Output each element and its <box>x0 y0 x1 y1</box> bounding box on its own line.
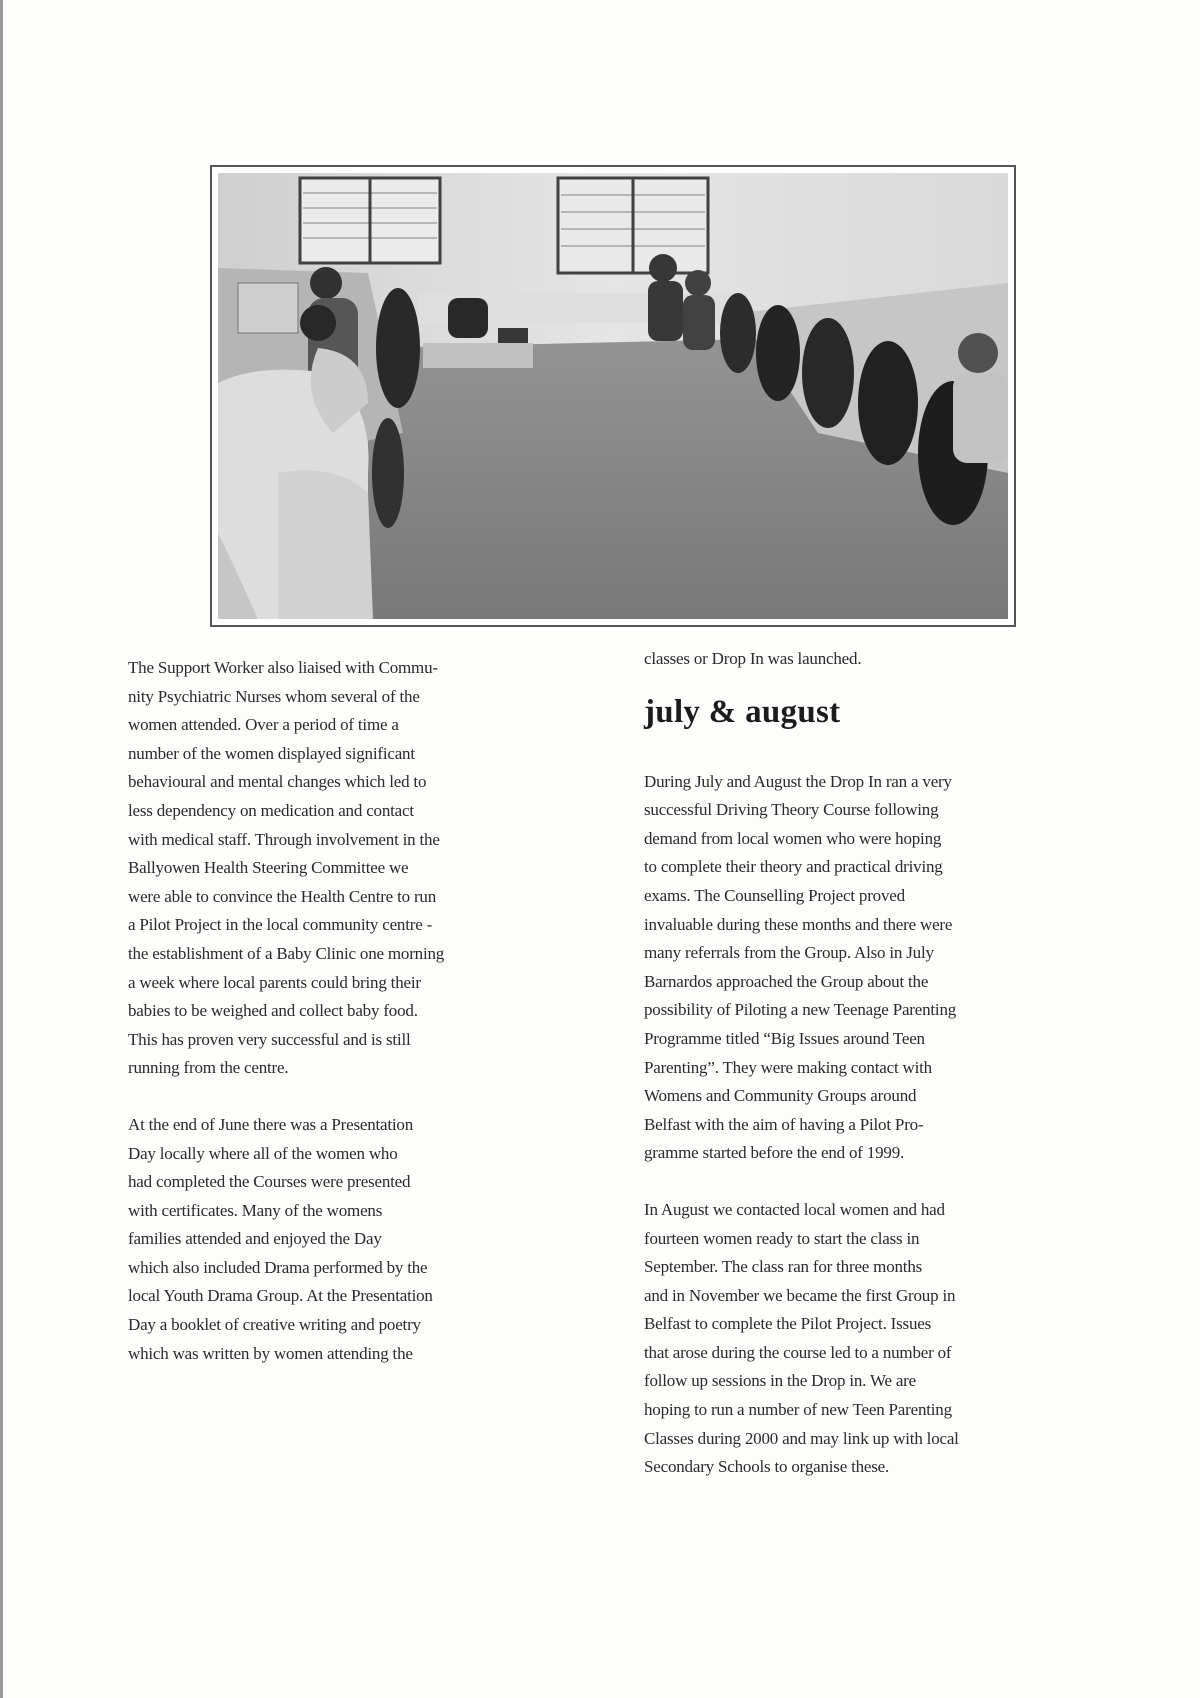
text-line: This has proven very successful and is still <box>128 1029 411 1049</box>
text-line: The Support Worker also liaised with Commu- <box>128 658 438 677</box>
text-line: which was written by women attending the <box>128 1343 413 1363</box>
text-line: Programme titled “Big Issues around Teen <box>644 1028 925 1048</box>
text-line: Day locally where all of the women who <box>128 1143 398 1163</box>
text-line: Secondary Schools to organise these. <box>644 1457 890 1477</box>
paragraph-continuation: classes or Drop In was launched. <box>644 649 862 668</box>
text-line: At the end of June there was a Presentation <box>128 1114 414 1134</box>
text-line: Ballyowen Health Steering Committee we <box>128 858 409 878</box>
text-line: fourteen women ready to start the class in <box>644 1228 920 1248</box>
text-line: Day a booklet of creative writing and poetry <box>128 1315 421 1335</box>
left-text-column <box>128 654 568 1396</box>
text-line: exams. The Counselling Project proved <box>644 885 905 905</box>
classroom-photo <box>218 173 1008 619</box>
text-line: with medical staff. Through involvement in the <box>128 829 440 849</box>
text-line: possibility of Piloting a new Teenage Parenting <box>644 1000 957 1020</box>
photo-icon <box>218 173 1008 619</box>
text-line: a week where local parents could bring their <box>128 972 421 992</box>
text-line: demand from local women who were hoping <box>644 828 942 848</box>
text-line: nity Psychiatric Nurses whom several of the <box>128 686 420 706</box>
text-line: the establishment of a Baby Clinic one morning <box>128 943 445 963</box>
paragraph-driving-theory <box>644 768 1084 1168</box>
paragraph-presentation-day <box>128 1111 568 1368</box>
text-line: Parenting”. They were making contact with <box>644 1057 932 1077</box>
text-line: babies to be weighed and collect baby food. <box>128 1001 418 1021</box>
text-line: During July and August the Drop In ran a very <box>644 771 952 791</box>
page-edge <box>0 0 3 1698</box>
text-line: had completed the Courses were presented <box>128 1172 411 1192</box>
text-line: families attended and enjoyed the Day <box>128 1229 382 1249</box>
text-line: less dependency on medication and contact <box>128 800 414 820</box>
text-line: with certificates. Many of the womens <box>128 1200 383 1220</box>
text-line: were able to convince the Health Centre to run <box>128 886 437 906</box>
paragraph-august-class <box>644 1196 1084 1482</box>
text-line: behavioural and mental changes which led to <box>128 772 427 792</box>
text-line: local Youth Drama Group. At the Presentation <box>128 1286 433 1306</box>
text-line: invaluable during these months and there were <box>644 914 953 934</box>
text-line: hoping to run a number of new Teen Parenting <box>644 1400 952 1420</box>
text-line: Barnardos approached the Group about the <box>644 971 929 991</box>
text-line: running from the centre. <box>128 1058 289 1078</box>
text-line: gramme started before the end of 1999. <box>644 1143 905 1163</box>
section-heading-july-august: july & august <box>644 693 841 730</box>
text-line: September. The class ran for three months <box>644 1257 923 1277</box>
paragraph-support-worker <box>128 654 568 1083</box>
text-line: successful Driving Theory Course following <box>644 800 939 820</box>
text-line: Womens and Community Groups around <box>644 1086 917 1106</box>
text-line: In August we contacted local women and had <box>644 1199 945 1219</box>
text-line: to complete their theory and practical driving <box>644 857 943 877</box>
text-line: follow up sessions in the Drop in. We are <box>644 1371 916 1391</box>
text-line: Belfast with the aim of having a Pilot Pro- <box>644 1114 924 1134</box>
text-line: and in November we became the first Group in <box>644 1285 956 1305</box>
text-line: a Pilot Project in the local community centre - <box>128 915 433 935</box>
text-line: Classes during 2000 and may link up with local <box>644 1428 959 1448</box>
text-line: Belfast to complete the Pilot Project. Issues <box>644 1314 932 1334</box>
text-line: number of the women displayed significant <box>128 743 415 763</box>
text-line: that arose during the course led to a number of <box>644 1342 952 1362</box>
text-line: many referrals from the Group. Also in July <box>644 943 934 963</box>
text-line: women attended. Over a period of time a <box>128 715 399 735</box>
text-line: which also included Drama performed by the <box>128 1257 428 1277</box>
photo-frame <box>210 165 1016 627</box>
right-text-column <box>644 645 1084 1510</box>
